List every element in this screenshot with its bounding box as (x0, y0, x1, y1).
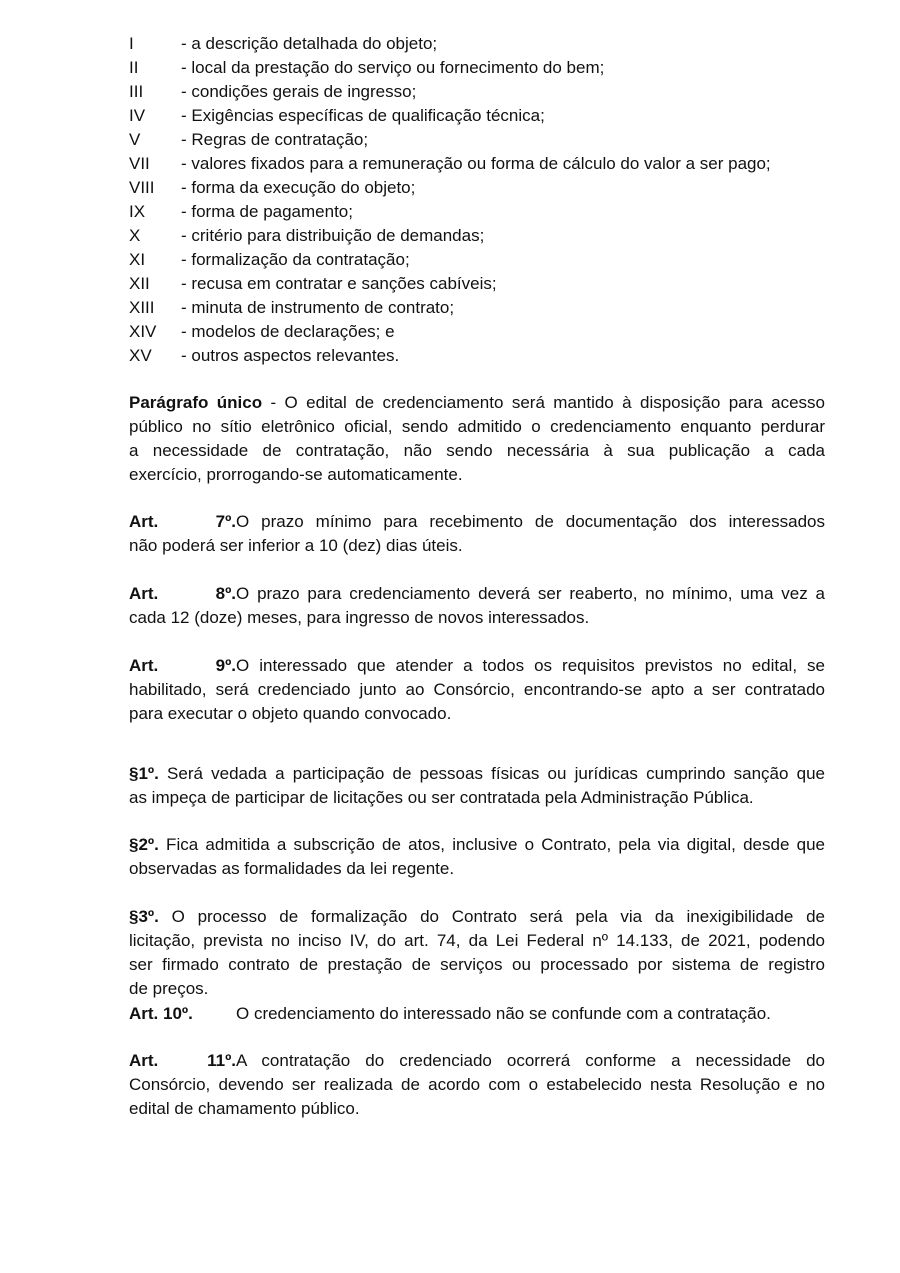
item-text: - local da prestação do serviço ou fornecimento do bem; (181, 58, 605, 77)
text-line (129, 702, 825, 726)
item-number: XI (129, 250, 146, 269)
item-text: - outros aspectos relevantes. (181, 346, 400, 365)
text-line (129, 1002, 825, 1026)
line-text: habilitado, será credenciado junto ao Consórcio, encontrando-se apto a ser contratado (129, 680, 825, 699)
line-text: as impeça de participar de licitações ou ser contratada pela Administração Pública. (129, 788, 754, 807)
list-item (129, 224, 825, 248)
list-item (129, 176, 825, 200)
text-line (129, 1049, 825, 1073)
line-text: cada 12 (doze) meses, para ingresso de novos interessados. (129, 608, 590, 627)
item-number: VII (129, 154, 150, 173)
item-number: XV (129, 346, 152, 365)
text-line (129, 905, 825, 929)
line-text: a necessidade de contratação, não sendo necessária à sua publicação a cada (129, 441, 825, 460)
item-text: - formalização da contratação; (181, 250, 410, 269)
list-item (129, 80, 825, 104)
article-10 (129, 1002, 825, 1026)
paragraph-1 (129, 762, 825, 810)
item-text: - condições gerais de ingresso; (181, 82, 417, 101)
list-item (129, 128, 825, 152)
section-label: §3º. (129, 907, 159, 926)
requirements-list (129, 32, 825, 368)
text-line (129, 929, 825, 953)
item-text: - Regras de contratação; (181, 130, 369, 149)
item-text: - modelos de declarações; e (181, 322, 395, 341)
text-line (129, 510, 825, 534)
list-item (129, 104, 825, 128)
item-number: I (129, 34, 134, 53)
item-number: XIV (129, 322, 157, 341)
section-label: Art. 8º. (129, 584, 236, 603)
paragraph-2 (129, 833, 825, 881)
line-text: A contratação do credenciado ocorrerá conforme a necessidade do (236, 1051, 825, 1070)
text-line (129, 762, 825, 786)
item-number: III (129, 82, 144, 101)
item-number: XII (129, 274, 150, 293)
text-line (129, 786, 825, 810)
article-11 (129, 1049, 825, 1121)
line-text: O credenciamento do interessado não se confunde com a contratação. (236, 1004, 771, 1023)
line-text: para executar o objeto quando convocado. (129, 704, 452, 723)
article-8 (129, 582, 825, 630)
line-text: licitação, prevista no inciso IV, do art. 74, da Lei Federal nº 14.133, de 2021, podendo (129, 931, 825, 950)
item-number: XIII (129, 298, 155, 317)
line-text: público no sítio eletrônico oficial, sendo admitido o credenciamento enquanto perdurar (129, 417, 825, 436)
line-text: O prazo mínimo para recebimento de documentação dos interessados (236, 512, 825, 531)
item-text: - forma da execução do objeto; (181, 178, 416, 197)
text-line (129, 391, 825, 415)
item-number: II (129, 58, 139, 77)
article-7 (129, 510, 825, 558)
text-line (129, 857, 825, 881)
section-label: Art. 9º. (129, 656, 236, 675)
item-number: V (129, 130, 141, 149)
list-item (129, 344, 825, 368)
line-text: O prazo para credenciamento deverá ser reaberto, no mínimo, uma vez a (236, 584, 825, 603)
item-number: IV (129, 106, 146, 125)
section-label: Art. 11º. (129, 1051, 236, 1070)
section-label: Parágrafo único (129, 393, 263, 412)
line-text: O processo de formalização do Contrato será pela via da inexigibilidade de (158, 907, 825, 926)
line-text: observadas as formalidades da lei regente. (129, 859, 455, 878)
list-item (129, 56, 825, 80)
paragrafo-unico (129, 391, 825, 487)
section-label: Art. 7º. (129, 512, 236, 531)
text-line (129, 1097, 825, 1121)
item-text: - recusa em contratar e sanções cabíveis; (181, 274, 497, 293)
paragraph-3 (129, 905, 825, 1001)
section-label: §2º. (129, 835, 159, 854)
item-text: - forma de pagamento; (181, 202, 353, 221)
item-text: - critério para distribuição de demandas; (181, 226, 485, 245)
text-line (129, 415, 825, 439)
text-line (129, 953, 825, 977)
text-line (129, 678, 825, 702)
text-line (129, 833, 825, 857)
line-text: de preços. (129, 979, 209, 998)
list-item (129, 200, 825, 224)
item-text: - minuta de instrumento de contrato; (181, 298, 455, 317)
item-number: IX (129, 202, 146, 221)
item-number: X (129, 226, 141, 245)
line-text: Será vedada a participação de pessoas físicas ou jurídicas cumprindo sanção que (158, 764, 825, 783)
list-item (129, 248, 825, 272)
section-label: Art. 10º. (129, 1004, 193, 1023)
article-9 (129, 654, 825, 726)
line-text: edital de chamamento público. (129, 1099, 360, 1118)
line-text: não poderá ser inferior a 10 (dez) dias úteis. (129, 536, 463, 555)
line-text: O interessado que atender a todos os requisitos previstos no edital, se (236, 656, 825, 675)
item-text: - valores fixados para a remuneração ou forma de cálculo do valor a ser pago; (181, 154, 771, 173)
text-line (129, 582, 825, 606)
line-text: Fica admitida a subscrição de atos, inclusive o Contrato, pela via digital, desde que (158, 835, 825, 854)
item-number: VIII (129, 178, 155, 197)
list-item (129, 32, 825, 56)
section-label: §1º. (129, 764, 159, 783)
text-line (129, 654, 825, 678)
text-line (129, 534, 825, 558)
list-item (129, 272, 825, 296)
list-item (129, 320, 825, 344)
list-item (129, 296, 825, 320)
item-text: - Exigências específicas de qualificação técnica; (181, 106, 545, 125)
text-line (129, 439, 825, 463)
item-text: - a descrição detalhada do objeto; (181, 34, 438, 53)
line-text: exercício, prorrogando-se automaticamente. (129, 465, 463, 484)
text-line (129, 606, 825, 630)
list-item (129, 152, 825, 176)
line-text: ser firmado contrato de prestação de serviços ou processado por sistema de registro (129, 955, 825, 974)
text-line (129, 977, 825, 1001)
text-line (129, 463, 825, 487)
text-line (129, 1073, 825, 1097)
line-text: Consórcio, devendo ser realizada de acordo com o estabelecido nesta Resolução e no (129, 1075, 825, 1094)
line-text: - O edital de credenciamento será mantido à disposição para acesso (262, 393, 825, 412)
